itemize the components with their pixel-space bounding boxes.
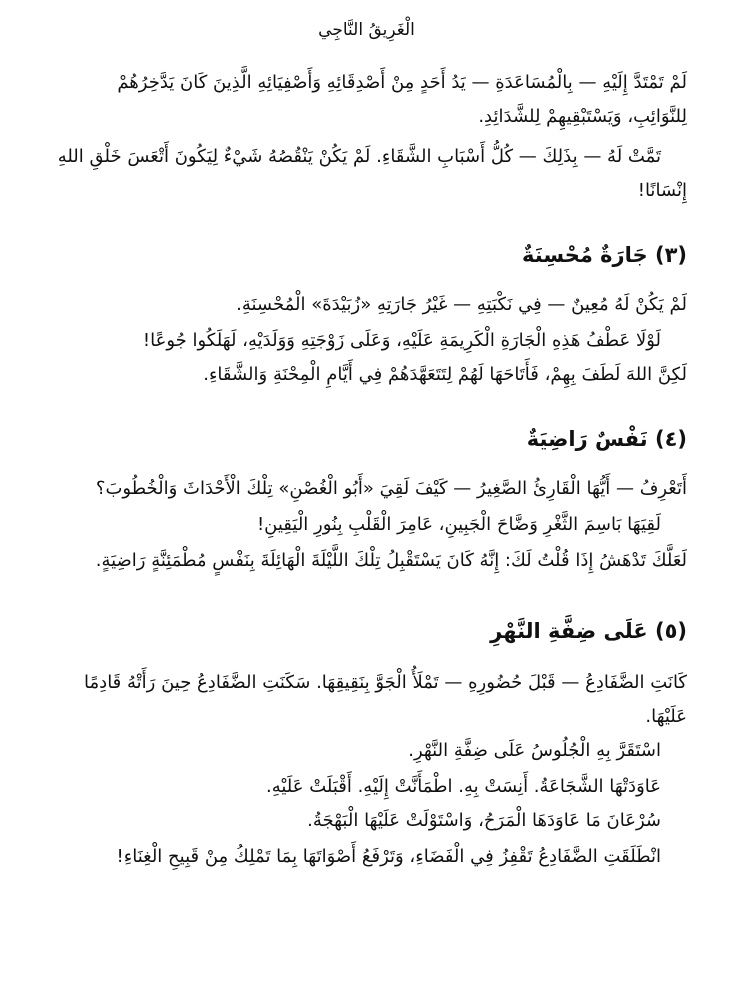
running-title: الْغَرِيقُ النَّاجِي	[318, 20, 415, 40]
paragraph-line: عَلَيْهَا.	[645, 706, 687, 727]
section-heading: (٣) جَارَةٌ مُحْسِنَةٌ	[522, 243, 687, 267]
paragraph-line: عَاوَدَتْهَا الشَّجَاعَةُ. أَنِسَتْ بِهِ. اطْمَأَنَّتْ إِلَيْهِ. أَقْبَلَتْ عَلَيْهِ.	[265, 776, 661, 797]
paragraph-line: لَمْ يَكُنْ لَهُ مُعِينٌ — فِي نَكْبَتِهِ — غَيْرُ جَارَتِهِ «زُبَيْدَةَ» الْمُحْسِنَةِ.	[236, 294, 687, 315]
paragraph-line: تَمَّتْ لَهُ — بِذَلِكَ — كُلُّ أَسْبَابِ الشَّقَاءِ. لَمْ يَكُنْ يَنْقُصُهُ شَيْءٌ لِيَكُونَ أَتْعَسَ خَلْقِ اللهِ	[57, 146, 661, 167]
paragraph-line: لَكِنَّ اللهَ لَطَفَ بِهِمْ، فَأَتَاحَهَا لَهُمْ لِتَتَعَهَّدَهُمْ فِي أَيَّامِ الْمِحْنَةِ وَالشَّقَاءِ.	[203, 364, 687, 385]
paragraph-line: اسْتَقَرَّ بِهِ الْجُلُوسُ عَلَى ضِفَّةِ النَّهْرِ.	[408, 740, 661, 761]
paragraph-line: أَتَعْرِفُ — أَيُّهَا الْقَارِئُ الصَّغِيرُ — كَيْفَ لَقِيَ «أَبُو الْغُصْنِ» تِلْكَ الْأَحْدَاثَ وَالْخُطُوبَ؟	[95, 478, 687, 499]
paragraph-line: لَمْ تَمْتَدَّ إِلَيْهِ — بِالْمُسَاعَدَةِ — يَدُ أَحَدٍ مِنْ أَصْدِقَائِهِ وَأَصْفِيَائِهِ الَّذِينَ كَانَ يَدَّخِرُهُمْ	[117, 72, 687, 93]
paragraph-line: لَوْلَا عَطْفُ هَذِهِ الْجَارَةِ الْكَرِيمَةِ عَلَيْهِ، وَعَلَى زَوْجَتِهِ وَوَلَدَيْهِ، لَهَلَكُوا جُوعًا!	[142, 330, 661, 351]
paragraph-line: كَانَتِ الضَّفَادِعُ — قَبْلَ حُضُورِهِ — تَمْلَأُ الْجَوَّ بِنَقِيقِهَا. سَكَنَتِ الضَّفَادِعُ حِينَ رَأَتْهُ قَادِمًا	[84, 672, 687, 693]
section-heading: (٥) عَلَى ضِفَّةِ النَّهْرِ	[490, 619, 687, 643]
paragraph-line: إِنْسَانًا!	[637, 180, 687, 201]
paragraph-line: لِلنَّوَائِبِ، وَيَسْتَبْقِيهِمْ لِلشَّدَائِدِ.	[478, 106, 687, 127]
paragraph-line: سُرْعَانَ مَا عَاوَدَهَا الْمَرَحُ، وَاسْتَوْلَتْ عَلَيْهَا الْبَهْجَةُ.	[307, 810, 661, 831]
section-heading: (٤) نَفْسٌ رَاضِيَةٌ	[526, 427, 687, 451]
paragraph-line: انْطَلَقَتِ الضَّفَادِعُ تَقْفِزُ فِي الْفَضَاءِ، وَتَرْفَعُ أَصْوَاتَهَا بِمَا تَمْلِكُ مِنْ قَبِيحِ الْغِنَاءِ!	[116, 846, 661, 867]
paragraph-line: لَقِيَهَا بَاسِمَ الثَّغْرِ وَضَّاحَ الْجَبِينِ، عَامِرَ الْقَلْبِ بِنُورِ الْيَقِينِ!	[256, 514, 661, 535]
paragraph-line: لَعَلَّكَ تَدْهَشُ إِذَا قُلْتُ لَكَ: إِنَّهُ كَانَ يَسْتَقْبِلُ تِلْكَ اللَّيْلَةَ الْهَائِلَةَ بِنَفْسٍ مُطْمَئِنَّةٍ رَاضِيَةٍ.	[95, 550, 687, 571]
